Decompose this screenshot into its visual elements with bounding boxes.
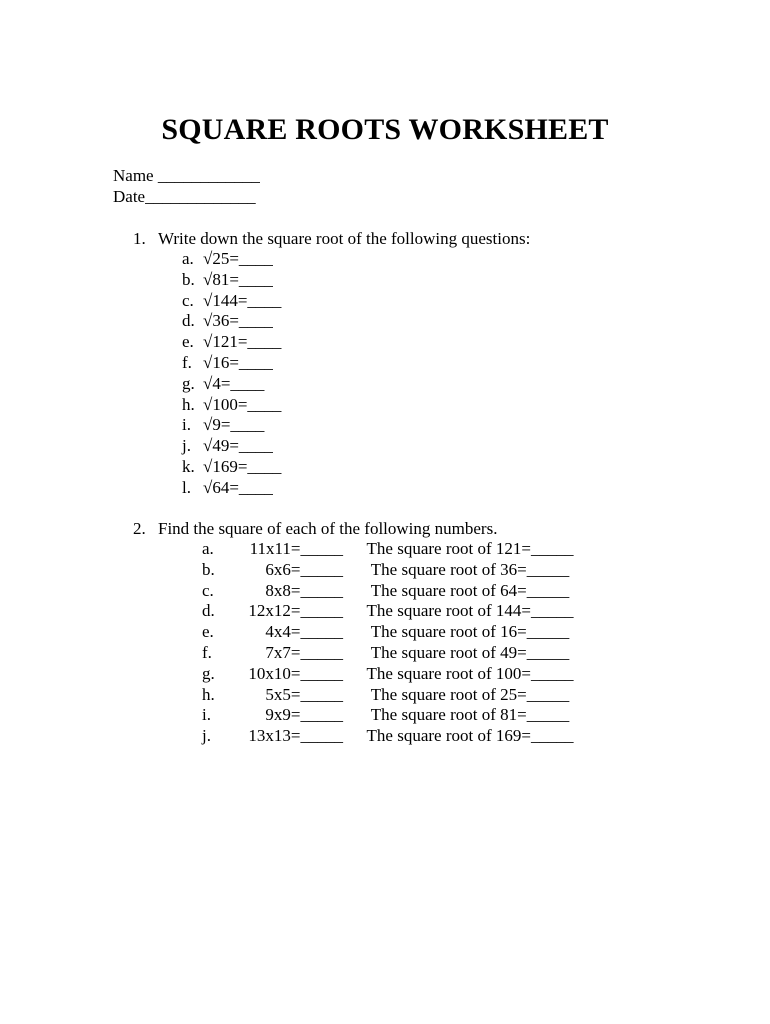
square-expression: 8x8=_____ — [265, 580, 343, 600]
list-item[interactable] — [0, 560, 770, 581]
name-field[interactable]: Name ____________ — [113, 166, 260, 185]
question-1-list — [182, 249, 281, 499]
square-root-prompt: The square root of 36=_____ — [370, 559, 570, 579]
list-item[interactable] — [182, 353, 281, 374]
item-letter: c. — [182, 290, 194, 310]
item-text: √9=____ — [203, 415, 265, 435]
item-letter: d. — [202, 601, 215, 621]
question-2-list — [0, 539, 770, 747]
square-root-prompt: The square root of 144=_____ — [366, 601, 574, 621]
list-item[interactable] — [0, 539, 770, 560]
square-root-prompt: The square root of 100=_____ — [366, 663, 574, 683]
list-item[interactable] — [0, 726, 770, 747]
square-expression: 11x11=_____ — [249, 539, 343, 558]
item-letter: e. — [182, 332, 194, 352]
list-item[interactable] — [182, 415, 281, 436]
list-item[interactable] — [0, 685, 770, 706]
item-text: √16=____ — [203, 352, 273, 372]
square-root-prompt: The square root of 49=_____ — [370, 642, 570, 662]
item-text: √121=____ — [203, 332, 282, 352]
item-letter: g. — [182, 373, 195, 393]
list-item[interactable] — [0, 601, 770, 622]
list-item[interactable] — [182, 332, 281, 353]
square-root-prompt: The square root of 169=_____ — [366, 726, 574, 746]
page-title: SQUARE ROOTS WORKSHEET — [161, 113, 609, 147]
question-2-number: 2. — [133, 519, 146, 538]
square-root-prompt: The square root of 16=_____ — [370, 622, 570, 642]
item-letter: e. — [202, 622, 214, 642]
list-item[interactable] — [182, 436, 281, 457]
list-item[interactable] — [0, 705, 770, 726]
item-text: √144=____ — [203, 290, 282, 310]
list-item[interactable] — [182, 478, 281, 499]
item-letter: d. — [182, 311, 195, 331]
question-1-number: 1. — [133, 229, 146, 248]
item-letter: h. — [182, 394, 195, 414]
square-root-prompt: The square root of 25=_____ — [370, 684, 570, 704]
square-expression: 6x6=_____ — [265, 559, 343, 579]
list-item[interactable] — [0, 664, 770, 685]
list-item[interactable] — [0, 643, 770, 664]
item-letter: g. — [202, 663, 215, 683]
square-expression: 7x7=_____ — [265, 642, 343, 662]
item-text: √25=____ — [203, 249, 273, 268]
question-1-heading — [133, 228, 530, 249]
item-letter: a. — [182, 249, 194, 268]
item-letter: j. — [202, 726, 211, 746]
item-text: √4=____ — [203, 373, 265, 393]
square-expression: 13x13=_____ — [248, 726, 343, 746]
item-letter: h. — [202, 684, 215, 704]
item-letter: a. — [202, 539, 214, 558]
item-text: √64=____ — [203, 477, 273, 497]
item-letter: f. — [202, 642, 212, 662]
square-root-prompt: The square root of 121=_____ — [366, 539, 574, 558]
item-letter: i. — [182, 415, 191, 435]
list-item[interactable] — [182, 270, 281, 291]
list-item[interactable] — [0, 622, 770, 643]
item-letter: i. — [202, 705, 211, 725]
square-root-prompt: The square root of 81=_____ — [370, 705, 570, 725]
list-item[interactable] — [0, 581, 770, 602]
list-item[interactable] — [182, 374, 281, 395]
list-item[interactable] — [182, 291, 281, 312]
item-text: √100=____ — [203, 394, 282, 414]
item-text: √169=____ — [203, 456, 282, 476]
item-text: √36=____ — [203, 311, 273, 331]
item-letter: k. — [182, 456, 195, 476]
item-letter: b. — [182, 269, 195, 289]
list-item[interactable] — [182, 311, 281, 332]
list-item[interactable] — [182, 395, 281, 416]
square-root-prompt: The square root of 64=_____ — [370, 580, 570, 600]
item-text: √81=____ — [203, 269, 273, 289]
square-expression: 10x10=_____ — [248, 663, 343, 683]
list-item[interactable] — [182, 249, 281, 270]
question-2-text: Find the square of each of the following numbers. — [158, 519, 498, 538]
item-letter: f. — [182, 352, 192, 372]
square-expression: 9x9=_____ — [265, 705, 343, 725]
item-letter: l. — [182, 477, 191, 497]
item-letter: b. — [202, 559, 215, 579]
item-letter: c. — [202, 580, 214, 600]
item-text: √49=____ — [203, 436, 273, 456]
square-expression: 4x4=_____ — [265, 622, 343, 642]
question-1-text: Write down the square root of the following questions: — [158, 229, 531, 248]
date-field[interactable]: Date_____________ — [113, 187, 256, 206]
item-letter: j. — [182, 436, 191, 456]
list-item[interactable] — [182, 457, 281, 478]
question-2-heading — [133, 518, 497, 539]
square-expression: 12x12=_____ — [248, 601, 343, 621]
square-expression: 5x5=_____ — [265, 684, 343, 704]
